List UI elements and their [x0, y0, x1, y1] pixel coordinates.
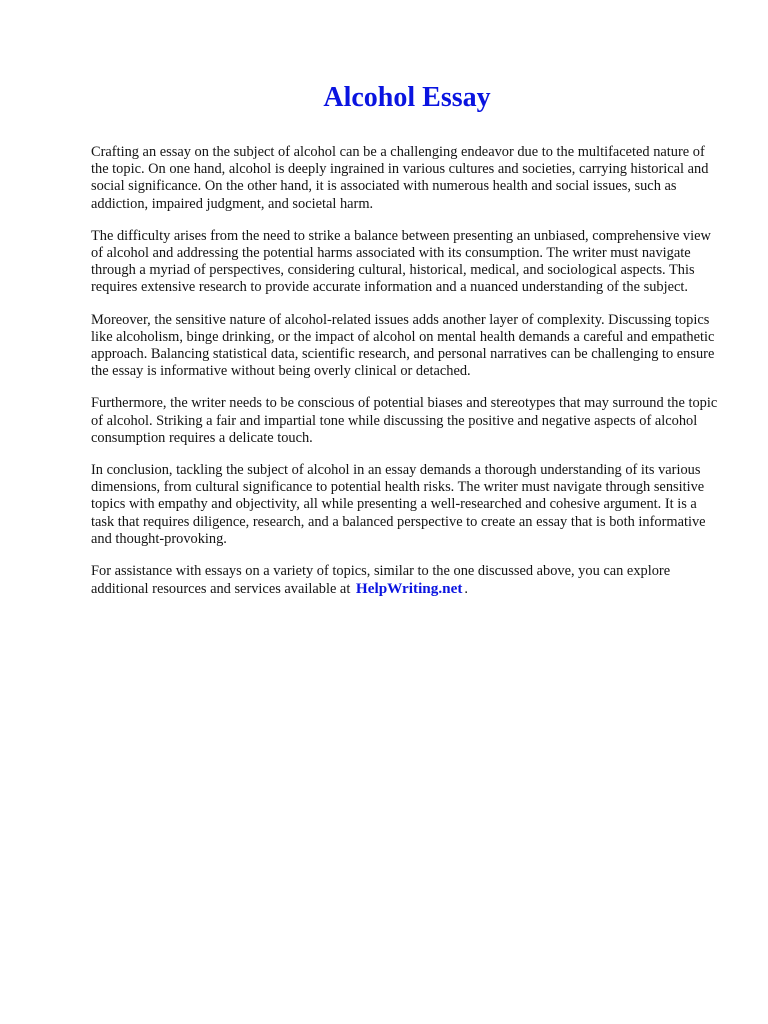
helpwriting-link[interactable]: HelpWriting.net	[355, 580, 463, 598]
closing-text: For assistance with essays on a variety of topics, similar to the one discussed above, you can explore additional resources and services available at	[91, 563, 671, 598]
paragraph-5: In conclusion, tackling the subject of alcohol in an essay demands a thorough understanding of its various dimensions, from cultural significance to potential health risks. The writer must navigate through sensitive topics with empathy and objectivity, all while presenting a well-researched and cohesive argument. It is a task that requires diligence, research, and a balanced perspective to create an essay that is both informative and thought-provoking.	[91, 462, 706, 547]
paragraph-4: Furthermore, the writer needs to be conscious of potential biases and stereotypes that may surround the topic of alcohol. Striking a fair and impartial tone while discussing the positive and negative aspects of alcohol consumption requires a delicate touch.	[91, 395, 718, 446]
essay-body	[91, 144, 723, 598]
paragraph-3: Moreover, the sensitive nature of alcohol-related issues adds another layer of complexity. Discussing topics like alcoholism, binge drinking, or the impact of alcohol on mental health demands a careful and empathetic approach. Balancing statistical data, scientific research, and personal narratives can be challenging to ensure the essay is informative without being overly clinical or detached.	[91, 311, 715, 380]
closing-suffix: .	[464, 581, 468, 598]
page-title: Alcohol Essay	[323, 82, 491, 113]
paragraph-2: The difficulty arises from the need to strike a balance between presenting an unbiased, comprehensive view of alcohol and addressing the potential harms associated with its consumption. The writer must navigate through a myriad of perspectives, considering cultural, historical, medical, and sociological aspects. This requires extensive research to provide accurate information and a nuanced understanding of the subject.	[91, 227, 711, 296]
closing-paragraph	[91, 563, 723, 598]
paragraph-1: Crafting an essay on the subject of alcohol can be a challenging endeavor due to the multifaceted nature of the topic. On one hand, alcohol is deeply ingrained in various cultures and societies, carrying historical and social significance. On the other hand, it is associated with numerous health and social issues, such as addiction, impaired judgment, and societal harm.	[91, 144, 709, 212]
